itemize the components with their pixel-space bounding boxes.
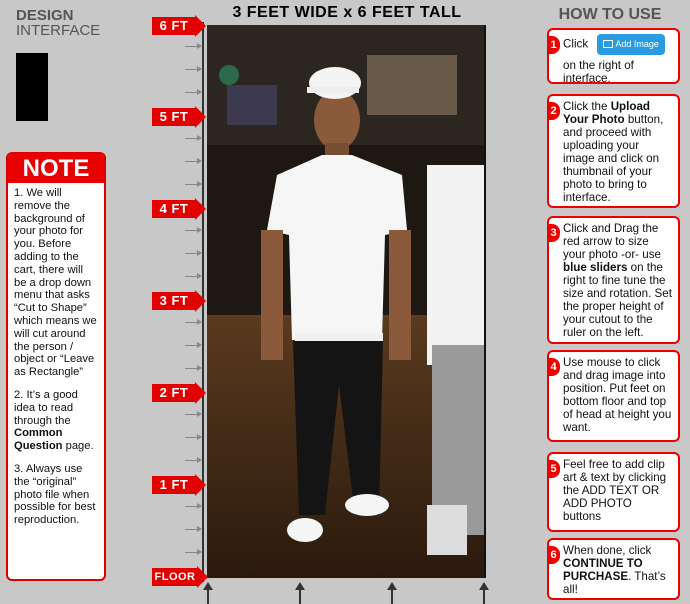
step-number-3: 3 [547, 224, 560, 242]
howto-step-4: 4 Use mouse to click and drag image into position. Put feet on bottom floor and top of head at height you want. [547, 350, 680, 442]
ruler-tick [185, 184, 198, 185]
step-number-2: 2 [547, 102, 560, 120]
ruler-tick [185, 529, 198, 530]
design-canvas[interactable] [207, 25, 486, 578]
note-item-1: 1. We will remove the background of your photo for you. Before adding to the cart, there will be a drop down menu that asks “Cut to Shape” which means we will cut around the person / object or “Leave as Rectangle” [14, 187, 97, 379]
brand-line2: INTERFACE [16, 22, 101, 39]
add-image-button[interactable]: Add Image [597, 34, 665, 55]
brand-line1: DESIGN [16, 7, 74, 24]
note-item-2: 2. It’s a good idea to read through the Common Question page. [14, 388, 94, 453]
ruler-label-3ft: 3 FT [152, 292, 196, 310]
image-icon [603, 40, 613, 48]
ruler-tick [185, 253, 198, 254]
uploaded-photo[interactable] [207, 25, 486, 578]
floor-arrow-2 [295, 582, 305, 602]
ruler-tick [185, 138, 198, 139]
ruler-label-5ft: 5 FT [152, 108, 196, 126]
note-heading: NOTE [8, 154, 104, 183]
ruler-tick [185, 368, 198, 369]
ruler-label-2ft: 2 FT [152, 384, 196, 402]
step-number-5: 5 [547, 460, 560, 478]
ruler-tick [185, 552, 198, 553]
ruler-tick [185, 414, 198, 415]
step-number-6: 6 [547, 546, 560, 564]
ruler-label-6ft: 6 FT [152, 17, 196, 35]
howto-step-2: 2 Click the Upload Your Photo button, and proceed with uploading your image and click on thumbnail of your photo to bring to interface. [547, 94, 680, 208]
howto-step-1: 1 Click Add Image on the right of interface. [547, 28, 680, 84]
ruler-tick [185, 345, 198, 346]
ruler-tick [185, 69, 198, 70]
ruler-tick [185, 460, 198, 461]
howto-step-5: 5 Feel free to add clip art & text by clicking the ADD TEXT OR ADD PHOTO buttons [547, 452, 680, 532]
brand-logo [16, 8, 100, 38]
ruler-tick [185, 161, 198, 162]
howto-step-6: 6 When done, click CONTINUE TO PURCHASE. That’s all! [547, 538, 680, 600]
ruler-tick [185, 92, 198, 93]
ruler-tick [185, 46, 198, 47]
howto-title: HOW TO USE [558, 6, 662, 23]
note-panel [6, 152, 106, 581]
ruler-tick [185, 437, 198, 438]
howto-step-3: 3 Click and Drag the red arrow to size your photo -or- use blue sliders on the right to fine tune the size and rotation. Set the proper height of your cutout to the ruler on the left. [547, 216, 680, 344]
ruler-tick [185, 230, 198, 231]
ruler-label-floor: FLOOR [152, 568, 198, 586]
note-item-3: 3. Always use the “original” photo file when possible for best reproduction. [14, 462, 96, 527]
color-swatch[interactable] [16, 53, 48, 121]
floor-arrow-1 [203, 582, 213, 602]
ruler-label-1ft: 1 FT [152, 476, 196, 494]
ruler-tick [185, 322, 198, 323]
step-number-1: 1 [547, 36, 560, 54]
ruler-label-4ft: 4 FT [152, 200, 196, 218]
floor-arrow-3 [387, 582, 397, 602]
floor-arrow-4 [479, 582, 489, 602]
ruler-tick [185, 276, 198, 277]
canvas-title: 3 FEET WIDE x 6 FEET TALL [232, 4, 462, 21]
ruler-tick [185, 506, 198, 507]
step-number-4: 4 [547, 358, 560, 376]
